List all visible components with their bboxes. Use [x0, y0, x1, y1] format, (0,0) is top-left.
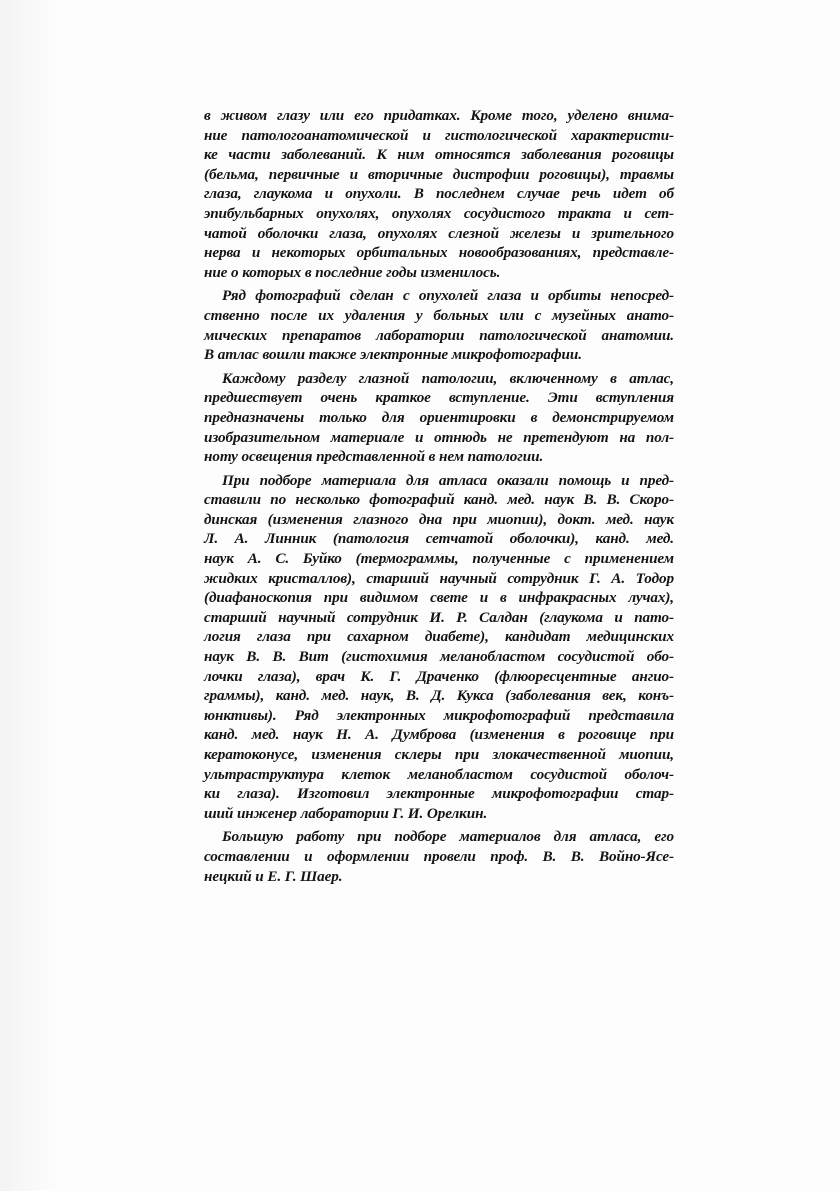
text-line: ший инженер лаборатории Г. И. Орелкин.	[204, 804, 488, 822]
text-line: мических препаратов лаборатории патологической анатомии.	[204, 326, 674, 344]
text-line: лочки глаза), врач К. Г. Драченко (флюоресцентные ангио-	[204, 667, 674, 685]
text-line: ставили по несколько фотографий канд. мед. наук В. В. Скоро-	[204, 491, 674, 509]
text-line: юнктивы). Ряд электронных микрофотографий представила	[204, 706, 674, 724]
text-line: динская (изменения глазного дна при миопии), докт. мед. наук	[204, 510, 674, 528]
scan-shadow-edge	[0, 0, 62, 1191]
text-line: логия глаза при сахарном диабете), кандидат медицинских	[204, 628, 674, 646]
text-line: наук А. С. Буйко (термограммы, полученные с применением	[204, 550, 674, 568]
text-line: ноту освещения представленной в нем патологии.	[204, 448, 544, 466]
text-line: граммы), канд. мед. наук, В. Д. Кукса (заболевания век, конъ-	[204, 687, 674, 705]
text-line: (диафаноскопия при видимом свете и в инфракрасных лучах),	[204, 589, 674, 607]
text-line: ние патологоанатомической и гистологической характеристи-	[204, 126, 674, 144]
text-line: ультраструктура клеток меланобластом сосудистой оболоч-	[204, 765, 674, 783]
text-line: ние о которых в последние годы изменилось.	[204, 263, 501, 281]
text-line: старший научный сотрудник И. Р. Салдан (глаукома и пато-	[204, 608, 674, 626]
text-line: При подборе материала для атласа оказали помощь и пред-	[222, 471, 674, 489]
text-line: кератоконусе, изменения склеры при злокачественной миопии,	[204, 746, 674, 763]
text-line: Ряд фотографий сделан с опухолей глаза и орбиты непосред-	[222, 287, 674, 305]
text-line: (бельма, первичные и вторичные дистрофии роговицы), травмы	[204, 165, 674, 183]
text-line: Каждому разделу глазной патологии, включенному в атлас,	[222, 369, 674, 387]
text-line: глаза, глаукома и опухоли. В последнем случае речь идет об	[204, 185, 674, 203]
text-line: ки глаза). Изготовил электронные микрофотографии стар-	[204, 785, 674, 803]
text-line: ственно после их удаления у больных или с музейных анато-	[204, 306, 674, 324]
paragraph-1	[204, 106, 674, 282]
text-line: изобразительном материале и отнюдь не претендуют на пол-	[204, 428, 674, 446]
text-line: чатой оболочки глаза, опухолях слезной железы и зрительного	[204, 224, 674, 242]
text-line: составлении и оформлении провели проф. В. В. Войно-Ясе-	[204, 847, 674, 865]
text-line: Большую работу при подборе материалов для атласа, его	[222, 828, 674, 846]
text-line: нецкий и Е. Г. Шаер.	[204, 867, 343, 885]
paragraph-2	[204, 286, 674, 364]
text-line: жидких кристаллов), старший научный сотрудник Г. А. Тодор	[204, 569, 674, 587]
text-line: предшествует очень краткое вступление. Эти вступления	[204, 389, 674, 407]
text-line: в живом глазу или его придатках. Кроме того, уделено внима-	[204, 107, 674, 124]
text-line: Л. А. Линник (патология сетчатой оболочки), канд. мед.	[204, 530, 674, 548]
text-line: наук В. В. Вит (гистохимия меланобластом сосудистой обо-	[204, 648, 674, 666]
text-line: ке части заболеваний. К ним относятся заболевания роговицы	[204, 146, 674, 164]
text-line: предназначены только для ориентировки в демонстрируемом	[204, 408, 674, 426]
text-line: эпибульбарных опухолях, опухолях сосудистого тракта и сет-	[204, 204, 674, 222]
paragraph-3	[204, 369, 674, 467]
text-line: нерва и некоторых орбитальных новообразованиях, представле-	[204, 244, 674, 262]
preface-text-block	[204, 106, 674, 890]
text-line: канд. мед. наук Н. А. Думброва (изменения в роговице при	[204, 726, 674, 744]
paragraph-5	[204, 827, 674, 886]
paragraph-4	[204, 471, 674, 824]
text-line: В атлас вошли также электронные микрофотографии.	[204, 346, 582, 364]
